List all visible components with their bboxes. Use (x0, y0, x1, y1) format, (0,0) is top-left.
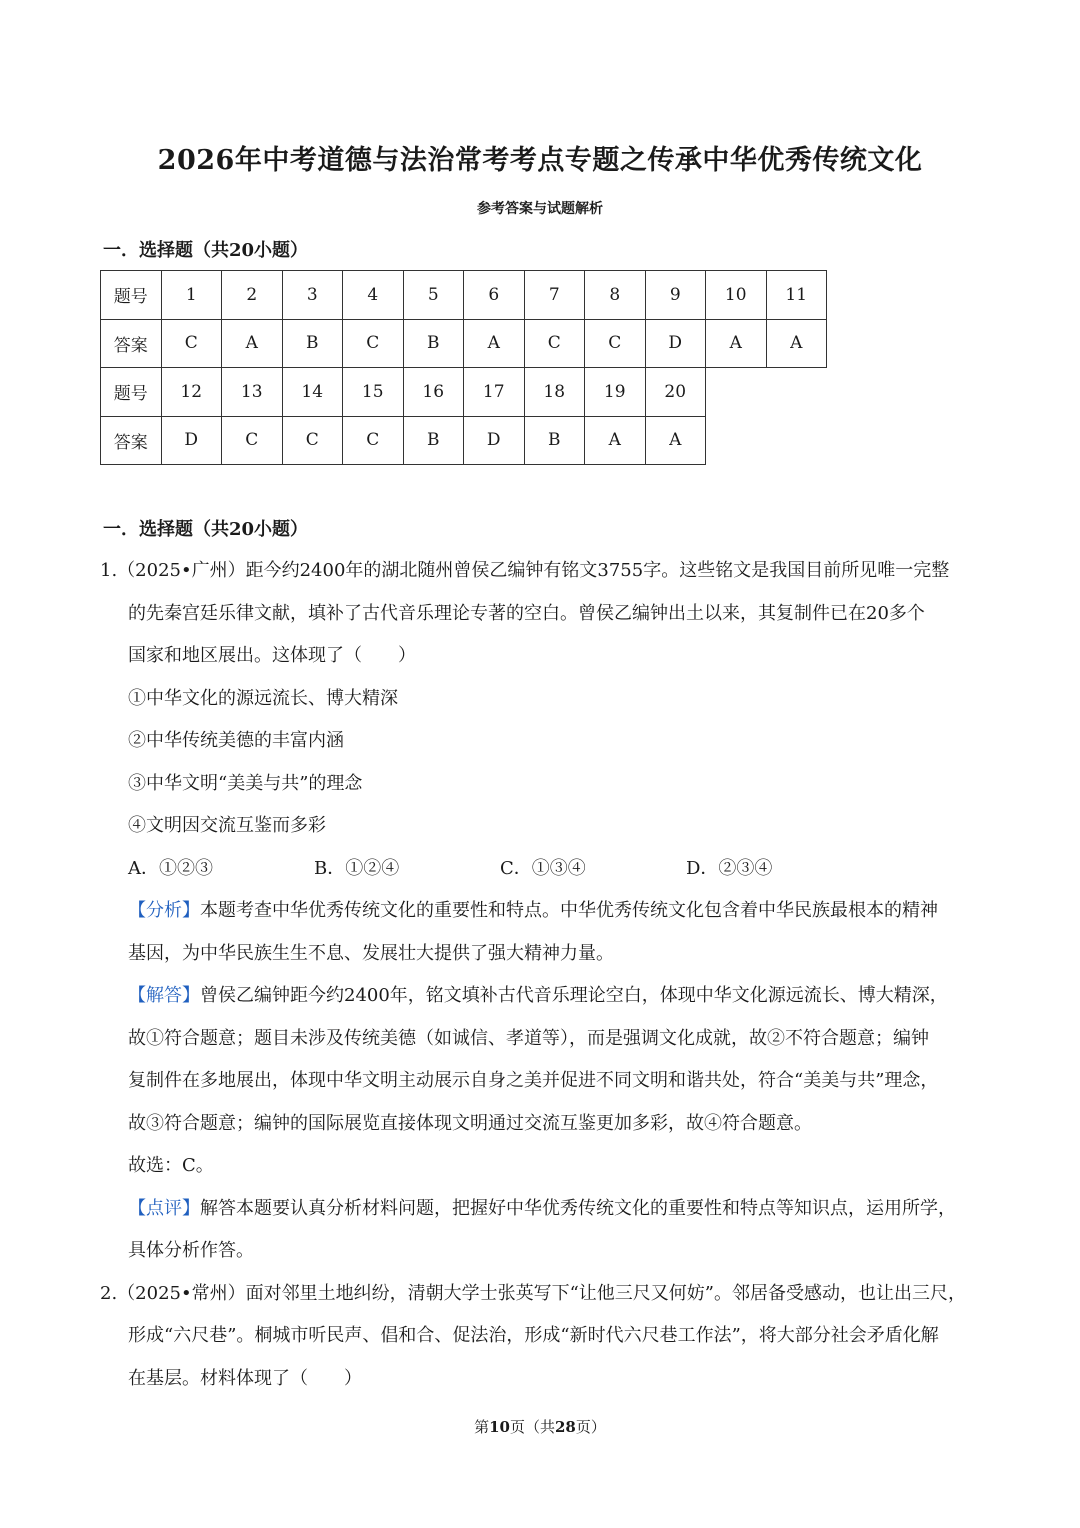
answer-tag: 【解答】 (128, 985, 200, 1006)
table-row (101, 416, 827, 465)
answer-cell: C (222, 416, 283, 465)
answer-cell: A (766, 319, 827, 368)
option-d: D．②③④ (686, 857, 773, 879)
question-1-stem-line: 国家和地区展出。这体现了（ ） (128, 645, 416, 666)
question-1-stem-line: 1.（2025•广州）距今约2400年的湖北随州曾侯乙编钟有铭文3755字。这些铭文是我国目前所见唯一完整 (100, 560, 950, 581)
table-header-label: 题号 (101, 271, 162, 320)
table-answer-label: 答案 (101, 319, 162, 368)
answer-cell: B (282, 319, 343, 368)
answer-table (100, 270, 827, 465)
question-number-cell: 20 (645, 368, 706, 417)
empty-cell (706, 416, 767, 465)
analysis-line: 基因，为中华民族生生不息、发展壮大提供了强大精神力量。 (128, 942, 614, 964)
answer-cell: A (464, 319, 525, 368)
table-row (101, 368, 827, 417)
table-row (101, 271, 827, 320)
answer-cell: A (645, 416, 706, 465)
question-number-cell: 14 (282, 368, 343, 417)
answer-cell: C (282, 416, 343, 465)
answer-cell: C (524, 319, 585, 368)
answer-cell: D (161, 416, 222, 465)
table-answer-label: 答案 (101, 416, 162, 465)
answer-text: 曾侯乙编钟距今约2400年，铭文填补古代音乐理论空白，体现中华文化源远流长、博大精深， (200, 985, 948, 1006)
question-2-stem-line: 形成“六尺巷”。桐城市听民声、倡和合、促法治，形成“新时代六尺巷工作法”，将大部分社会矛盾化解 (128, 1325, 939, 1346)
answer-line: 故③符合题意；编钟的国际展览直接体现文明通过交流互鉴更加多彩，故④符合题意。 (128, 1112, 812, 1134)
footer-page-number: 10 (489, 1418, 510, 1436)
footer-mid: 页（共 (509, 1418, 555, 1436)
comment-line: 具体分析作答。 (128, 1240, 254, 1261)
comment-text: 解答本题要认真分析材料问题，把握好中华优秀传统文化的重要性和特点等知识点，运用所学， (200, 1197, 956, 1219)
question-number-cell: 8 (585, 271, 646, 320)
question-1-stem-line: 的先秦宫廷乐律文献，填补了古代音乐理论专著的空白。曾侯乙编钟出土以来，其复制件已在20多个 (128, 602, 925, 624)
comment-line (100, 1188, 980, 1231)
question-2-stem-line: 2.（2025•常州）面对邻里土地纠纷，清朝大学士张英写下“让他三尺又何妨”。邻居备受感动，也让出三尺， (100, 1282, 966, 1304)
empty-cell (706, 368, 767, 417)
footer-prefix: 第 (474, 1418, 490, 1436)
answer-cell: C (161, 319, 222, 368)
question-number-cell: 16 (403, 368, 464, 417)
section-heading-questions: 一．选择题（共20小题） (103, 519, 309, 540)
empty-cell (766, 368, 827, 417)
footer-total-pages: 28 (555, 1418, 576, 1436)
final-choice: 故选：C。 (128, 1155, 214, 1176)
question-number-cell: 15 (343, 368, 404, 417)
answer-cell: D (464, 416, 525, 465)
analysis-text: 本题考查中华优秀传统文化的重要性和特点。中华优秀传统文化包含着中华民族最根本的精神 (200, 900, 938, 921)
question-number-cell: 9 (645, 271, 706, 320)
answer-cell: D (645, 319, 706, 368)
answer-line: 故①符合题意；题目未涉及传统美德（如诚信、孝道等），而是强调文化成就，故②不符合题意；编钟 (128, 1027, 929, 1049)
page-footer (0, 1416, 1080, 1437)
answer-cell: C (343, 416, 404, 465)
question-number-cell: 10 (706, 271, 767, 320)
answer-cell: B (403, 319, 464, 368)
question-number-cell: 4 (343, 271, 404, 320)
question-number-cell: 13 (222, 368, 283, 417)
question-1-statement: ③中华文明“美美与共”的理念 (128, 772, 363, 794)
question-number-cell: 6 (464, 271, 525, 320)
answer-cell: A (706, 319, 767, 368)
question-1-options (100, 848, 980, 891)
question-number-cell: 18 (524, 368, 585, 417)
section-heading-answers: 一．选择题（共20小题） (103, 240, 309, 261)
document-subtitle: 参考答案与试题解析 (477, 201, 603, 217)
answer-cell: C (343, 319, 404, 368)
question-number-cell: 2 (222, 271, 283, 320)
answer-cell: B (524, 416, 585, 465)
question-number-cell: 7 (524, 271, 585, 320)
answer-cell: A (222, 319, 283, 368)
option-b: B．①②④ (314, 857, 400, 879)
option-c: C．①③④ (500, 857, 586, 879)
answer-line: 复制件在多地展出，体现中华文明主动展示自身之美并促进不同文明和谐共处，符合“美美与共”理念， (128, 1070, 939, 1091)
table-row (101, 319, 827, 368)
question-number-cell: 3 (282, 271, 343, 320)
question-number-cell: 12 (161, 368, 222, 417)
option-a: A．①②③ (128, 857, 213, 879)
question-number-cell: 1 (161, 271, 222, 320)
analysis-tag: 【分析】 (128, 900, 200, 921)
question-2-stem-line: 在基层。材料体现了（ ） (128, 1367, 362, 1389)
question-number-cell: 19 (585, 368, 646, 417)
answer-cell: B (403, 416, 464, 465)
document-title: 2026年中考道德与法治常考考点专题之传承中华优秀传统文化 (157, 145, 923, 176)
question-number-cell: 17 (464, 368, 525, 417)
question-1-statement: ②中华传统美德的丰富内涵 (128, 730, 344, 751)
question-body (100, 550, 980, 1400)
question-1-statement: ①中华文化的源远流长、博大精深 (128, 687, 398, 709)
analysis-line (100, 890, 980, 933)
comment-tag: 【点评】 (128, 1197, 200, 1219)
question-1-statement: ④文明因交流互鉴而多彩 (128, 815, 326, 836)
answer-line (100, 975, 980, 1018)
table-header-label: 题号 (101, 368, 162, 417)
question-number-cell: 11 (766, 271, 827, 320)
footer-suffix: 页） (575, 1418, 606, 1436)
answer-cell: C (585, 319, 646, 368)
question-number-cell: 5 (403, 271, 464, 320)
empty-cell (766, 416, 827, 465)
answer-cell: A (585, 416, 646, 465)
